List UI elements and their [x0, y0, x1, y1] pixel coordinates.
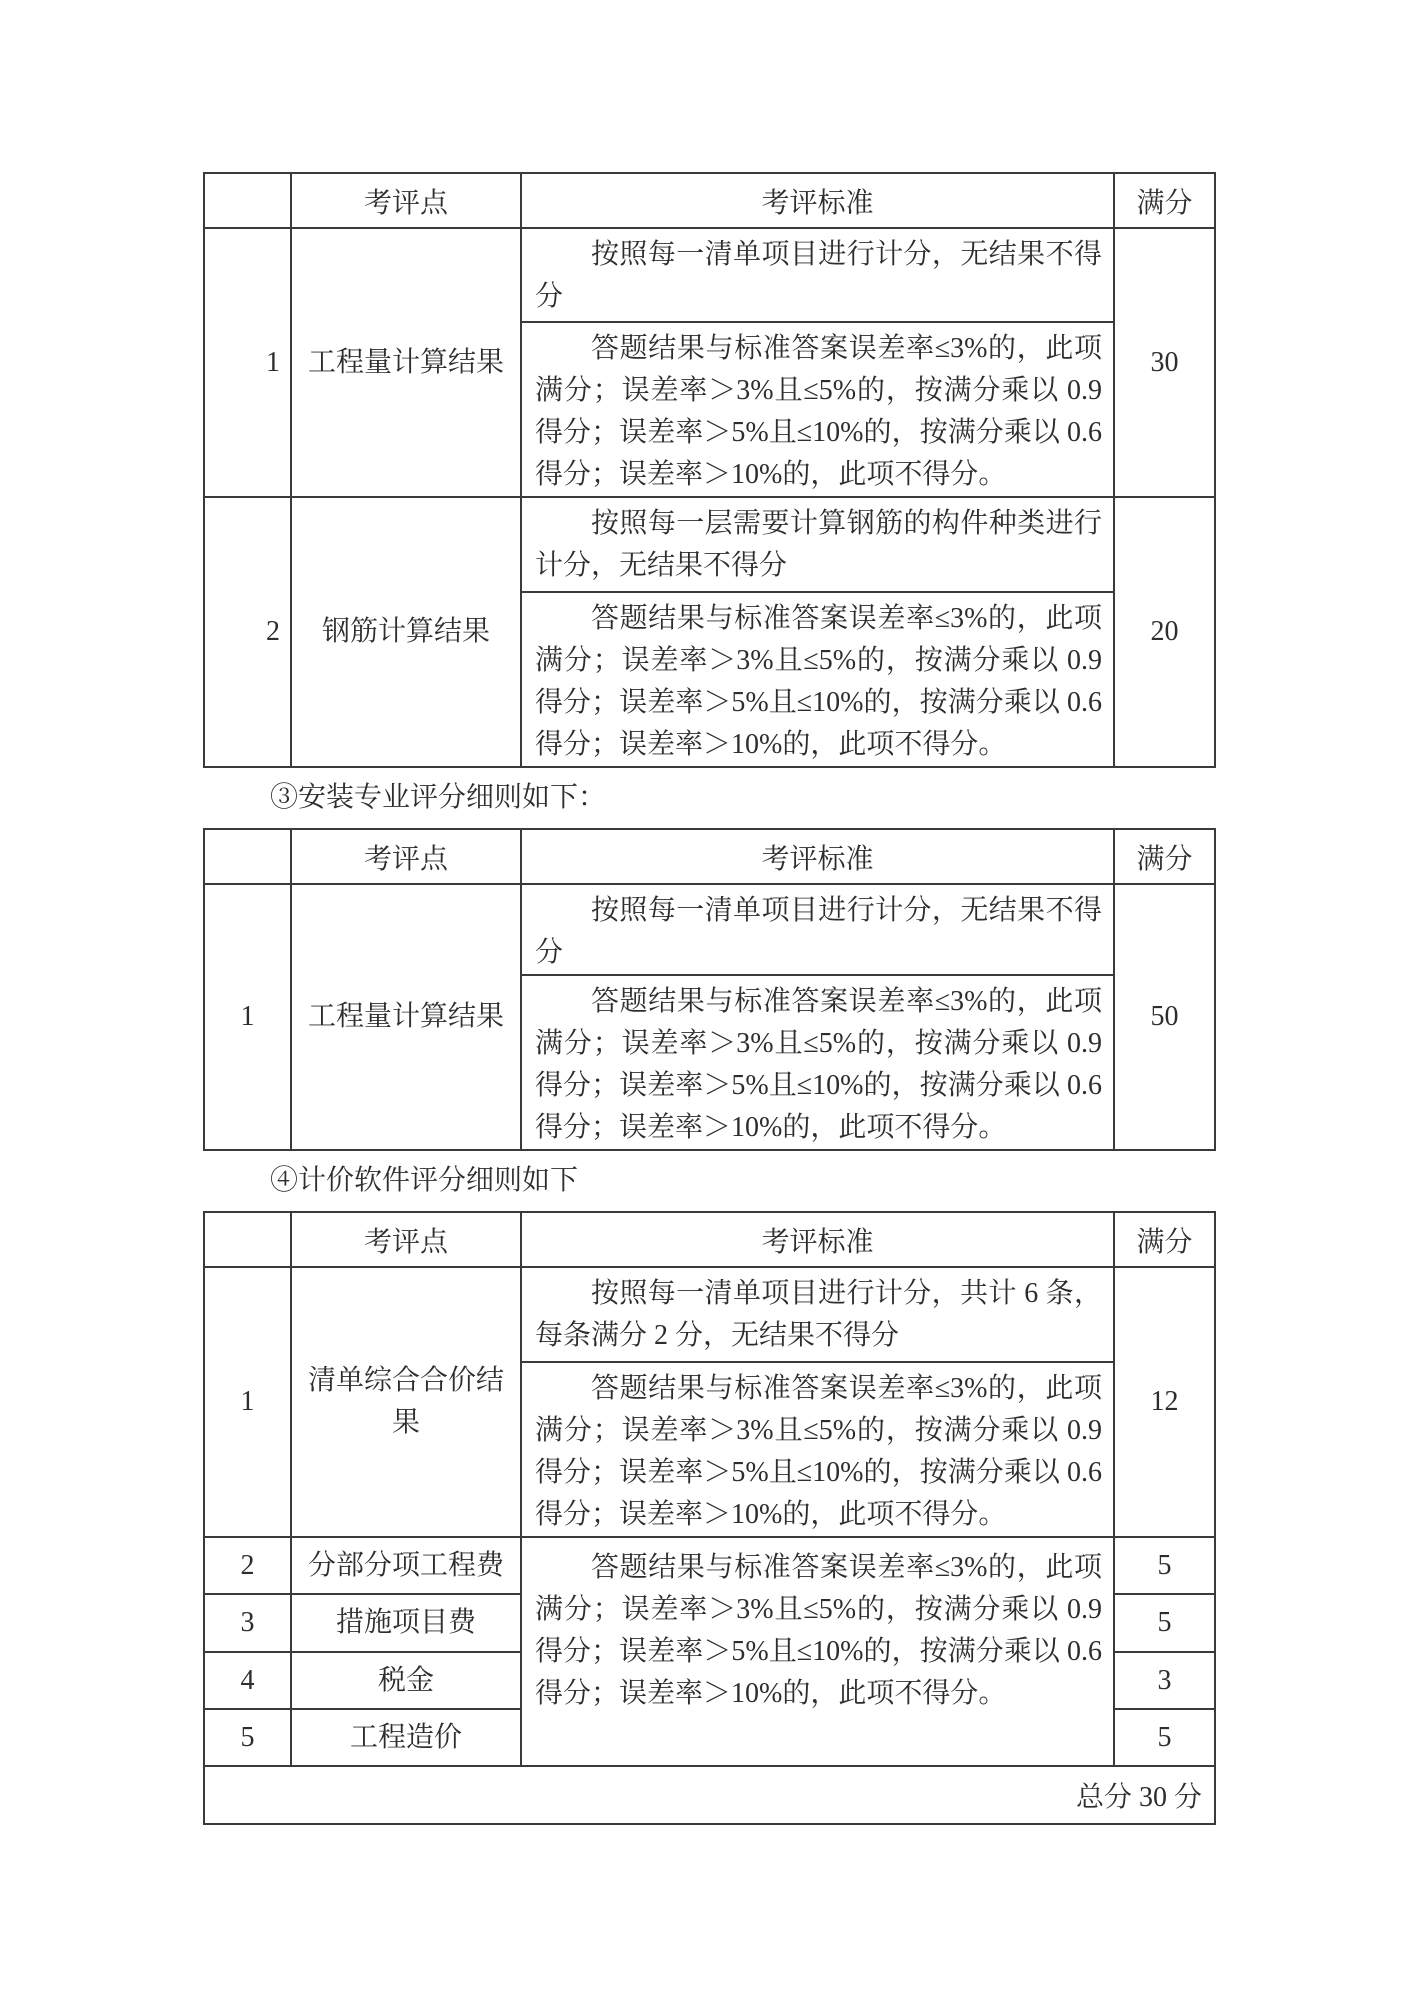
criteria-method: 按照每一清单项目进行计分，无结果不得分	[521, 228, 1114, 322]
section-3-heading: ③安装专业评分细则如下：	[270, 782, 607, 813]
row-number: 4	[204, 1652, 291, 1709]
table3-header-row	[204, 1212, 1215, 1267]
table-row	[204, 1537, 1215, 1594]
table-row	[204, 497, 1215, 592]
score-value: 3	[1114, 1652, 1215, 1709]
point-name: 清单综合合价结果	[291, 1267, 521, 1537]
table-row	[204, 1267, 1215, 1362]
row-number: 5	[204, 1709, 291, 1766]
point-name: 工程量计算结果	[291, 884, 521, 1150]
total-row	[204, 1766, 1215, 1824]
row-number: 1	[204, 884, 291, 1150]
column-header-score: 满分	[1114, 173, 1215, 228]
point-name: 钢筋计算结果	[291, 497, 521, 767]
criteria-grading: 答题结果与标准答案误差率≤3%的，此项满分；误差率＞3%且≤5%的，按满分乘以 0.9 得分；误差率＞5%且≤10%的，按满分乘以 0.6 得分；误差率＞10%的，此项不得分。	[521, 975, 1114, 1150]
corner-cell	[204, 173, 291, 228]
column-header-standard: 考评标准	[521, 829, 1114, 884]
score-value: 20	[1114, 497, 1215, 767]
scoring-table-2-install	[203, 828, 1216, 1151]
point-name: 分部分项工程费	[291, 1537, 521, 1594]
score-value: 50	[1114, 884, 1215, 1150]
row-number: 2	[204, 1537, 291, 1594]
score-value: 12	[1114, 1267, 1215, 1537]
scoring-table-1	[203, 172, 1216, 768]
table-row	[204, 884, 1215, 975]
column-header-score: 满分	[1114, 829, 1215, 884]
row-number: 1	[204, 228, 291, 497]
criteria-method: 按照每一层需要计算钢筋的构件种类进行计分，无结果不得分	[521, 497, 1114, 592]
table1-header-row	[204, 173, 1215, 228]
row-number: 2	[204, 497, 291, 767]
criteria-grading: 答题结果与标准答案误差率≤3%的，此项满分；误差率＞3%且≤5%的，按满分乘以 0.9 得分；误差率＞5%且≤10%的，按满分乘以 0.6 得分；误差率＞10%的，此项不得分。	[521, 322, 1114, 497]
column-header-standard: 考评标准	[521, 173, 1114, 228]
section-4-heading: ④计价软件评分细则如下	[270, 1165, 579, 1196]
point-name: 措施项目费	[291, 1594, 521, 1652]
row-number: 1	[204, 1267, 291, 1537]
score-value: 30	[1114, 228, 1215, 497]
row-number: 3	[204, 1594, 291, 1652]
column-header-point: 考评点	[291, 829, 521, 884]
table2-header-row	[204, 829, 1215, 884]
point-name: 工程量计算结果	[291, 228, 521, 497]
criteria-method: 按照每一清单项目进行计分，共计 6 条，每条满分 2 分，无结果不得分	[521, 1267, 1114, 1362]
point-name: 工程造价	[291, 1709, 521, 1766]
table-row	[204, 228, 1215, 322]
score-value: 5	[1114, 1709, 1215, 1766]
scoring-table-3-pricing	[203, 1211, 1216, 1825]
criteria-method: 按照每一清单项目进行计分，无结果不得分	[521, 884, 1114, 975]
corner-cell	[204, 829, 291, 884]
criteria-grading: 答题结果与标准答案误差率≤3%的，此项满分；误差率＞3%且≤5%的，按满分乘以 0.9 得分；误差率＞5%且≤10%的，按满分乘以 0.6 得分；误差率＞10%的，此项不得分。	[521, 1362, 1114, 1537]
score-value: 5	[1114, 1537, 1215, 1594]
criteria-grading: 答题结果与标准答案误差率≤3%的，此项满分；误差率＞3%且≤5%的，按满分乘以 0.9 得分；误差率＞5%且≤10%的，按满分乘以 0.6 得分；误差率＞10%的，此项不得分。	[521, 1537, 1114, 1766]
score-value: 5	[1114, 1594, 1215, 1652]
column-header-score: 满分	[1114, 1212, 1215, 1267]
column-header-point: 考评点	[291, 1212, 521, 1267]
criteria-grading: 答题结果与标准答案误差率≤3%的，此项满分；误差率＞3%且≤5%的，按满分乘以 0.9 得分；误差率＞5%且≤10%的，按满分乘以 0.6 得分；误差率＞10%的，此项不得分。	[521, 592, 1114, 767]
point-name: 税金	[291, 1652, 521, 1709]
document-page	[203, 172, 1214, 1825]
column-header-point: 考评点	[291, 173, 521, 228]
total-score-label: 总分 30 分	[204, 1766, 1215, 1824]
column-header-standard: 考评标准	[521, 1212, 1114, 1267]
corner-cell	[204, 1212, 291, 1267]
